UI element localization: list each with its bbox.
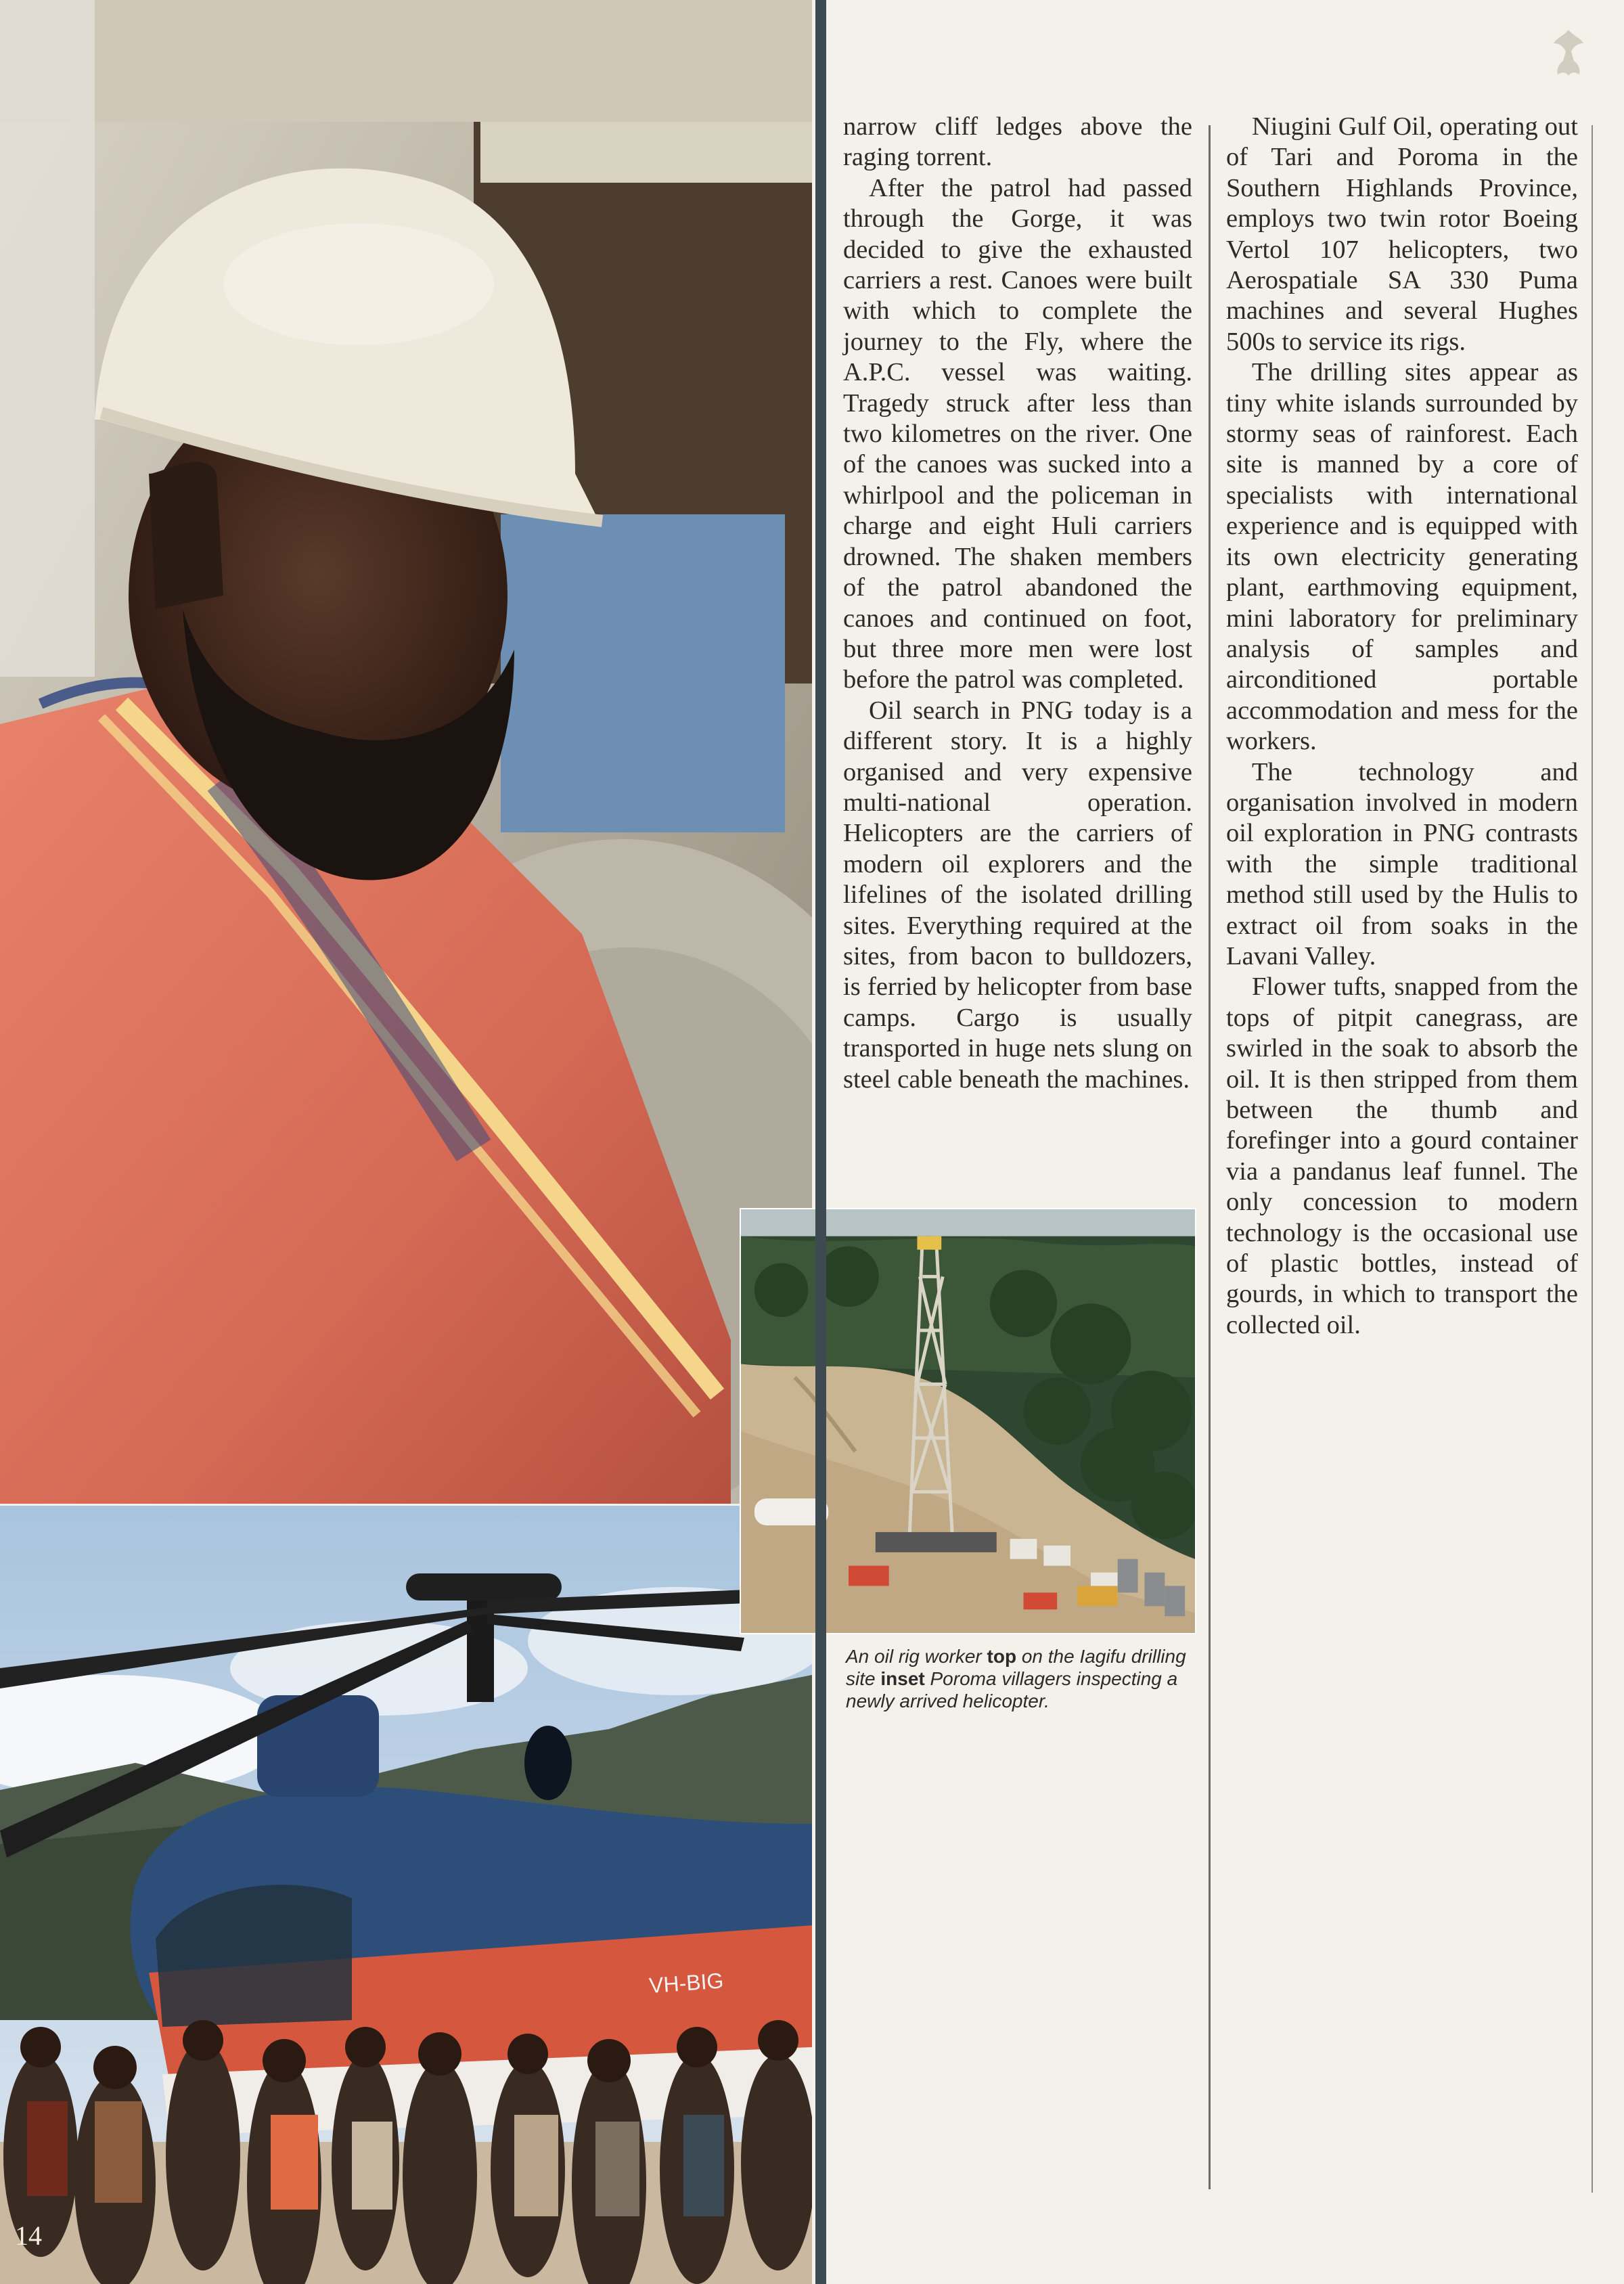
article-paragraph: After the patrol had passed through the Gorge, it was decided to give the exhausted carriers a rest. Canoes were built with which to complete the journey to the Fly, where the A.P.C. vessel was waiting. Tragedy struck after less than two kilometres on the river. One of the canoes was sucked into a whirlpool and the policeman in charge and eight Huli carriers drowned. The shaken members of the patrol abandoned the canoes and continued on foot, but three more men were lost before the patrol was completed.: [843, 173, 1192, 694]
edge-rule: [1592, 125, 1593, 2193]
gutter-rule: [815, 0, 826, 2284]
caption-keyword-top: top: [987, 1646, 1017, 1667]
helicopter-villagers-photo: [0, 1506, 812, 2284]
drilling-site-photo: [740, 1208, 1196, 1634]
oil-rig-worker-photo: [0, 0, 812, 1504]
column-rule: [1209, 125, 1211, 2189]
article-paragraph: Flower tufts, snapped from the tops of pitpit canegrass, are swirled in the soak to absorb the oil. It is then stripped from them between the thumb and forefinger into a gourd container via a pandanus leaf funnel. The only concession to modern technology is the occasional use of plastic bottles, instead of gourds, in which to transport the collected oil.: [1226, 972, 1578, 1339]
caption-text: An oil rig worker: [846, 1646, 987, 1667]
article-paragraph: Oil search in PNG today is a different story. It is a highly organised and very expensive multi-national operation. Helicopters are the carriers of modern oil explorers and the lifelines of the isolated drilling sites. Everything required at the sites, from bacon to bulldozers, is ferried by helicopter from base camps. Cargo is usually transported in huge nets slung on steel cable beneath the machines.: [843, 696, 1192, 1094]
article-column-1: [843, 112, 1192, 1095]
article-paragraph: The drilling sites appear as tiny white islands surrounded by stormy seas of rainforest. Each site is manned by a core of specialists with international experience and is equipped with its own electricity generating plant, earthmoving equipment, mini laboratory for preliminary analysis of samples and airconditioned portable accommodation and mess for the workers.: [1226, 358, 1578, 756]
article-column-2: [1226, 112, 1578, 1341]
caption-text: on the Iagifu drilling site: [846, 1646, 1186, 1689]
helicopter-registration: VH-BIG: [648, 1968, 725, 1998]
page-number: 14: [15, 2220, 42, 2251]
caption-keyword-inset: inset: [880, 1668, 925, 1689]
article-paragraph: The technology and organisation involved in modern oil exploration in PNG contrasts with the simple traditional method still used by the Hulis to extract oil from soaks in the Lavani Valley.: [1226, 757, 1578, 970]
emblem-icon: [1550, 27, 1587, 85]
caption-text: Poroma villagers inspecting a newly arrived helicopter.: [846, 1668, 1178, 1711]
photo-caption: [846, 1645, 1198, 1712]
article-paragraph: Niugini Gulf Oil, operating out of Tari and Poroma in the Southern Highlands Province, employs two twin rotor Boeing Vertol 107 helicopters, two Aerospatiale SA 330 Puma machines and several Hughes 500s to service its rigs.: [1226, 112, 1578, 356]
article-paragraph: narrow cliff ledges above the raging torrent.: [843, 112, 1192, 172]
